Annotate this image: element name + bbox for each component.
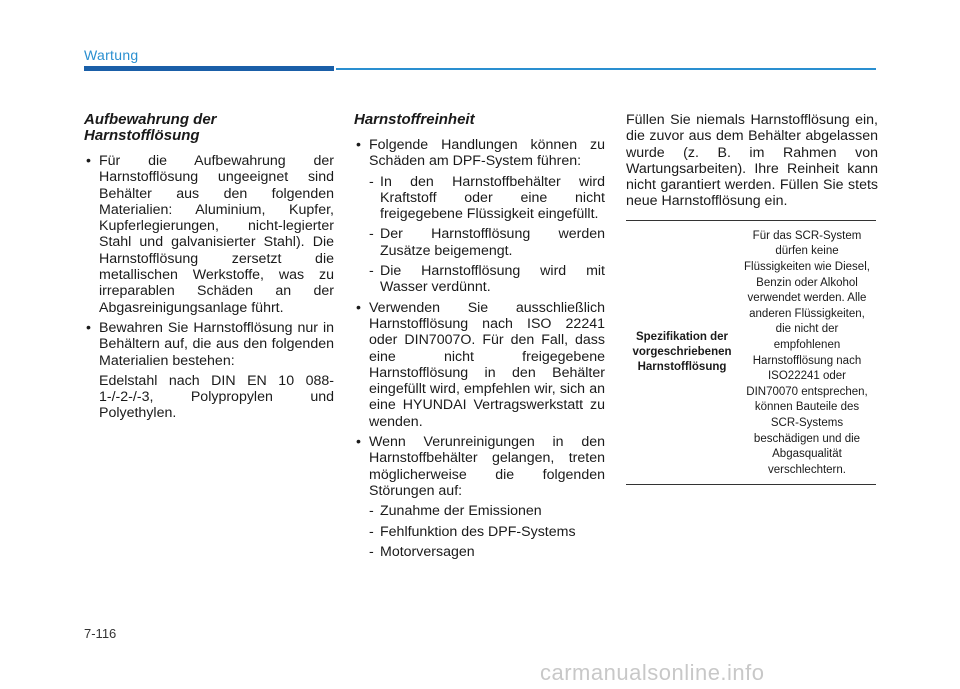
sub-item: - Die Harnstofflösung wird mit Wasser verdünnt.	[369, 263, 605, 296]
materials-list: Edelstahl nach DIN EN 10 088-1-/-2-/-3, Polypropylen und Polyethylen.	[99, 372, 334, 422]
section-title: Wartung	[84, 47, 139, 63]
heading-storage: Aufbewahrung der Harnstofflösung	[84, 111, 217, 144]
spec-table-label: Spezifikation der vorgeschriebenen Harnstofflösung	[632, 331, 732, 374]
spec-table	[626, 220, 876, 486]
bullet-use-iso: • Verwenden Sie ausschließlich Harnstofflösung nach ISO 22241 oder DIN7007O. Für den Fall, dass eine nicht freigegebene Harnstofflösung in den Behälter eingefüllt wird, empfehlen wir, sich an eine HYUNDAI Vertragswerkstatt zu wenden.	[354, 300, 605, 430]
header-rule	[336, 68, 876, 70]
column-storage	[84, 112, 334, 426]
bullet-unsuitable-containers: • Für die Aufbewahrung der Harnstofflösung ungeeignet sind Behälter aus den folgenden Materialien: Aluminium, Kupfer, Kupferlegierungen, nicht-legierter Stahl und galvanisierter Stahl). Die Harnstofflösung zersetzt die metallischen Werkstoffe, was zu irreparablen Schäden an der Abgasreinigungsanlage führt.	[84, 153, 334, 316]
column-purity	[354, 112, 605, 564]
header-bar-dark	[84, 66, 334, 71]
sub-item: - Motorversagen	[369, 543, 475, 560]
sub-item: - In den Harnstoffbehälter wird Kraftstoff oder eine nicht freigegebene Flüssigkeit eingefüllt.	[369, 173, 605, 223]
heading-purity: Harnstoffreinheit	[354, 111, 475, 128]
sub-item: - Fehlfunktion des DPF-Systems	[369, 523, 576, 540]
spec-table-value: Für das SCR-System dürfen keine Flüssigkeiten wie Diesel, Benzin oder Alkohol verwendet werden. Alle anderen Flüssigkeiten, die nicht der empfohlenen Harnstofflösung nach ISO22241 oder DIN70070 entsprechen, können Bauteile des SCR-Systems beschädigen und die Abgasqualität verschlechtern.	[744, 229, 870, 476]
sub-item: - Zunahme der Emissionen	[369, 503, 542, 520]
column-refill	[626, 112, 878, 485]
bullet-suitable-containers: • Bewahren Sie Harnstofflösung nur in Behältern auf, die aus den folgenden Materialien bestehen:	[84, 320, 334, 369]
watermark: carmanualsonline.info	[540, 660, 765, 685]
bullet-contamination: • Wenn Verunreinigungen in den Harnstoffbehälter gelangen, treten möglicherweise die folgenden Störungen auf:	[354, 434, 605, 499]
sub-item: - Der Harnstofflösung werden Zusätze beigemengt.	[369, 226, 605, 259]
bullet-damage-actions: • Folgende Handlungen können zu Schäden am DPF-System führen:	[354, 137, 605, 170]
refill-paragraph: Füllen Sie niemals Harnstofflösung ein, die zuvor aus dem Behälter abgelassen wurde (z. B. im Rahmen von Wartungsarbeiten). Ihre Reinheit kann nicht garantiert werden. Füllen Sie stets neue Harnstofflösung ein.	[626, 112, 878, 210]
page-number: 7-116	[84, 626, 117, 641]
